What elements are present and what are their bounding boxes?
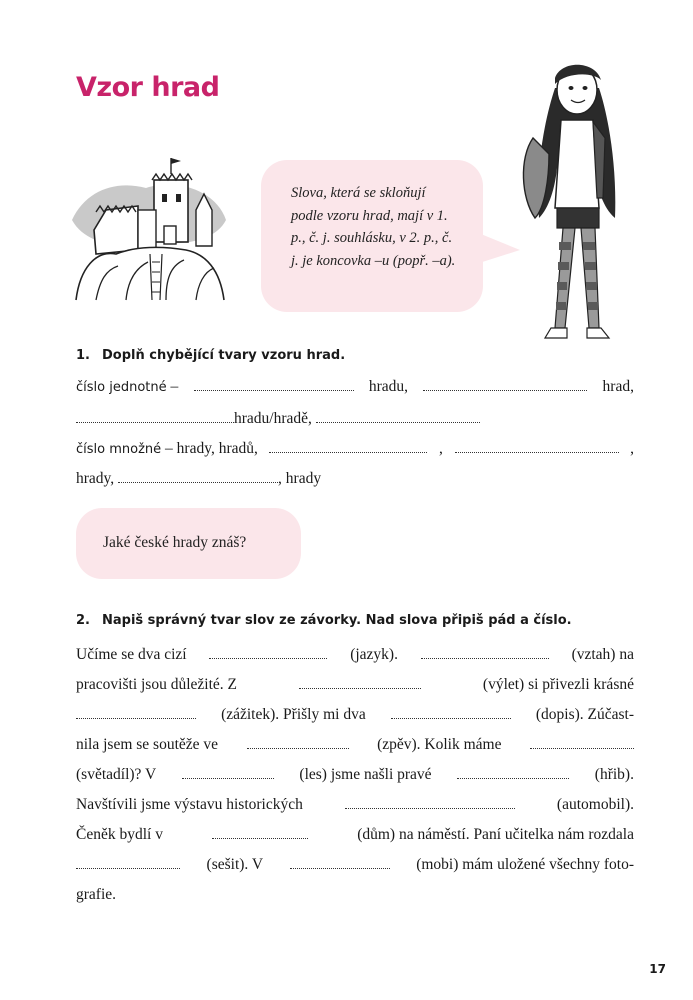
blank[interactable] bbox=[269, 440, 427, 453]
blank[interactable] bbox=[421, 646, 549, 659]
rule-text: Slova, která se skloňují podle vzoru hrad, mají v 1. p., č. j. souhlásku, v 2. p., č. j. je koncovka –u (popř. –a). bbox=[291, 185, 456, 269]
ex1-line-4: hrady, , hrady bbox=[76, 470, 322, 487]
exercise-1-number: 1. bbox=[76, 348, 90, 363]
girl-illustration bbox=[505, 58, 645, 348]
text-row: pracovišti jsou důležité. Z (výlet) si přivezli krásné bbox=[76, 676, 634, 693]
page-number: 17 bbox=[649, 962, 666, 976]
text-row: Čeněk bydlí v (dům) na náměstí. Paní učitelka nám rozdala bbox=[76, 826, 634, 843]
exercise-2-number: 2. bbox=[76, 613, 90, 628]
text-row: (zážitek). Přišly mi dva (dopis). Zúčast- bbox=[76, 700, 634, 730]
blank[interactable] bbox=[299, 676, 421, 689]
exercise-1-heading bbox=[76, 348, 345, 363]
text-row: nila jsem se soutěže ve (zpěv). Kolik máme bbox=[76, 730, 634, 760]
text-row: (sešit). V (mobi) mám uložené všechny foto- bbox=[76, 850, 634, 880]
blank[interactable] bbox=[247, 736, 349, 749]
blank[interactable] bbox=[345, 796, 515, 809]
blank[interactable] bbox=[290, 856, 390, 869]
singular-label: číslo jednotné bbox=[76, 380, 167, 395]
text-row: Navštívili jsme výstavu historických (automobil). bbox=[76, 796, 634, 813]
blank[interactable] bbox=[455, 440, 619, 453]
blank[interactable] bbox=[209, 646, 327, 659]
blank[interactable] bbox=[76, 706, 196, 719]
blank[interactable] bbox=[530, 736, 634, 749]
page-title: Vzor hrad bbox=[76, 72, 220, 103]
question-text: Jaké české hrady znáš? bbox=[103, 534, 247, 551]
blank[interactable] bbox=[391, 706, 511, 719]
blank[interactable] bbox=[194, 378, 354, 391]
blank[interactable] bbox=[457, 766, 569, 779]
ex1-line-1: číslo jednotné – hradu, hrad, bbox=[76, 378, 634, 395]
blank[interactable] bbox=[182, 766, 274, 779]
blank[interactable] bbox=[212, 826, 308, 839]
blank[interactable] bbox=[118, 470, 278, 483]
ex1-line-2: hradu/hradě, bbox=[76, 410, 634, 428]
exercise-1-instruction: Doplň chybějící tvary vzoru hrad. bbox=[102, 348, 346, 363]
rule-speech-bubble bbox=[261, 160, 483, 312]
blank[interactable] bbox=[76, 856, 180, 869]
text-row: (světadíl)? V (les) jsme našli pravé (hřib). bbox=[76, 766, 634, 783]
text-row: grafie. bbox=[76, 886, 117, 903]
exercise-2-text bbox=[76, 640, 634, 910]
blank[interactable] bbox=[316, 410, 480, 423]
blank[interactable] bbox=[423, 378, 587, 391]
exercise-2-instruction: Napiš správný tvar slov ze závorky. Nad slova připiš pád a číslo. bbox=[102, 613, 572, 628]
plural-label: číslo množné bbox=[76, 442, 162, 457]
castle-illustration bbox=[66, 150, 231, 310]
ex1-line-3: číslo množné – hrady, hradů, , , bbox=[76, 440, 634, 457]
exercise-2-heading bbox=[76, 613, 572, 628]
text-row: Učíme se dva cizí (jazyk). (vztah) na bbox=[76, 646, 634, 663]
question-speech-bubble bbox=[76, 508, 301, 579]
blank[interactable] bbox=[76, 410, 234, 423]
